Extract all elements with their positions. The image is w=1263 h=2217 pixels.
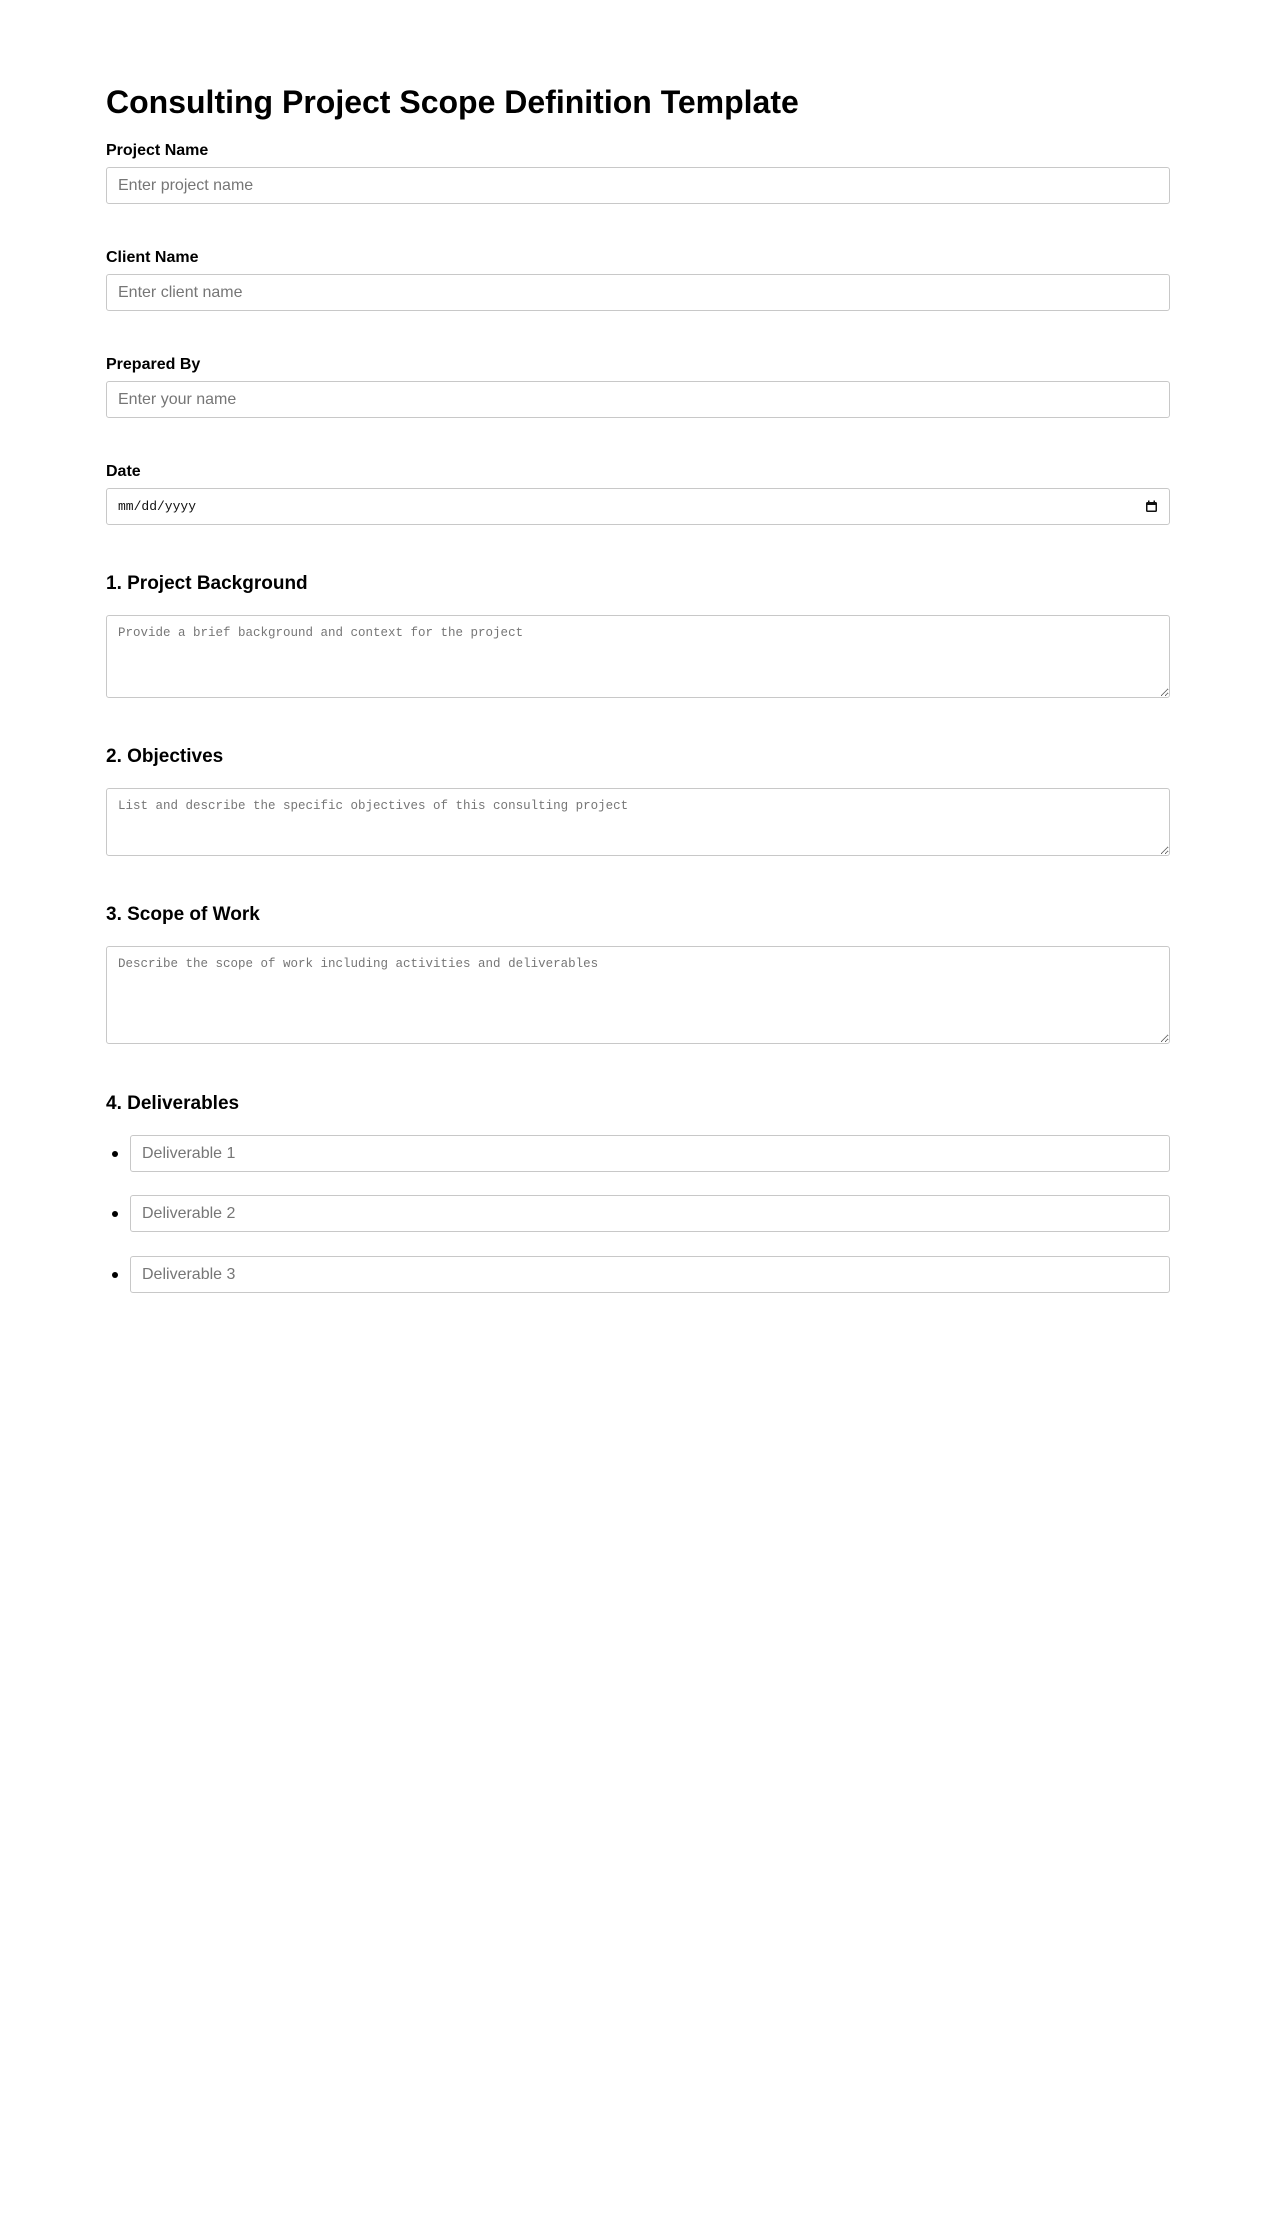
project-background-textarea[interactable] bbox=[106, 615, 1170, 698]
calendar-icon[interactable] bbox=[1145, 500, 1158, 513]
date-input[interactable] bbox=[106, 488, 1170, 525]
prepared-by-label: Prepared By bbox=[106, 356, 201, 373]
date-placeholder: mm/dd/yyyy bbox=[118, 499, 197, 514]
objectives-textarea[interactable] bbox=[106, 788, 1170, 856]
date-label: Date bbox=[106, 463, 141, 480]
section-heading-deliverables: 4. Deliverables bbox=[106, 1093, 240, 1114]
client-name-label: Client Name bbox=[106, 249, 199, 266]
page-title: Consulting Project Scope Definition Template bbox=[106, 84, 799, 120]
prepared-by-input[interactable] bbox=[106, 381, 1170, 418]
section-heading-background: 1. Project Background bbox=[106, 573, 308, 594]
deliverable-2-input[interactable] bbox=[130, 1195, 1170, 1232]
deliverable-3-input[interactable] bbox=[130, 1256, 1170, 1293]
deliverable-1-input[interactable] bbox=[130, 1135, 1170, 1172]
bullet-icon bbox=[112, 1151, 118, 1157]
bullet-icon bbox=[112, 1211, 118, 1217]
project-name-label: Project Name bbox=[106, 142, 209, 159]
section-heading-scope: 3. Scope of Work bbox=[106, 904, 260, 925]
bullet-icon bbox=[112, 1272, 118, 1278]
client-name-input[interactable] bbox=[106, 274, 1170, 311]
project-name-input[interactable] bbox=[106, 167, 1170, 204]
scope-of-work-textarea[interactable] bbox=[106, 946, 1170, 1044]
section-heading-objectives: 2. Objectives bbox=[106, 746, 224, 767]
